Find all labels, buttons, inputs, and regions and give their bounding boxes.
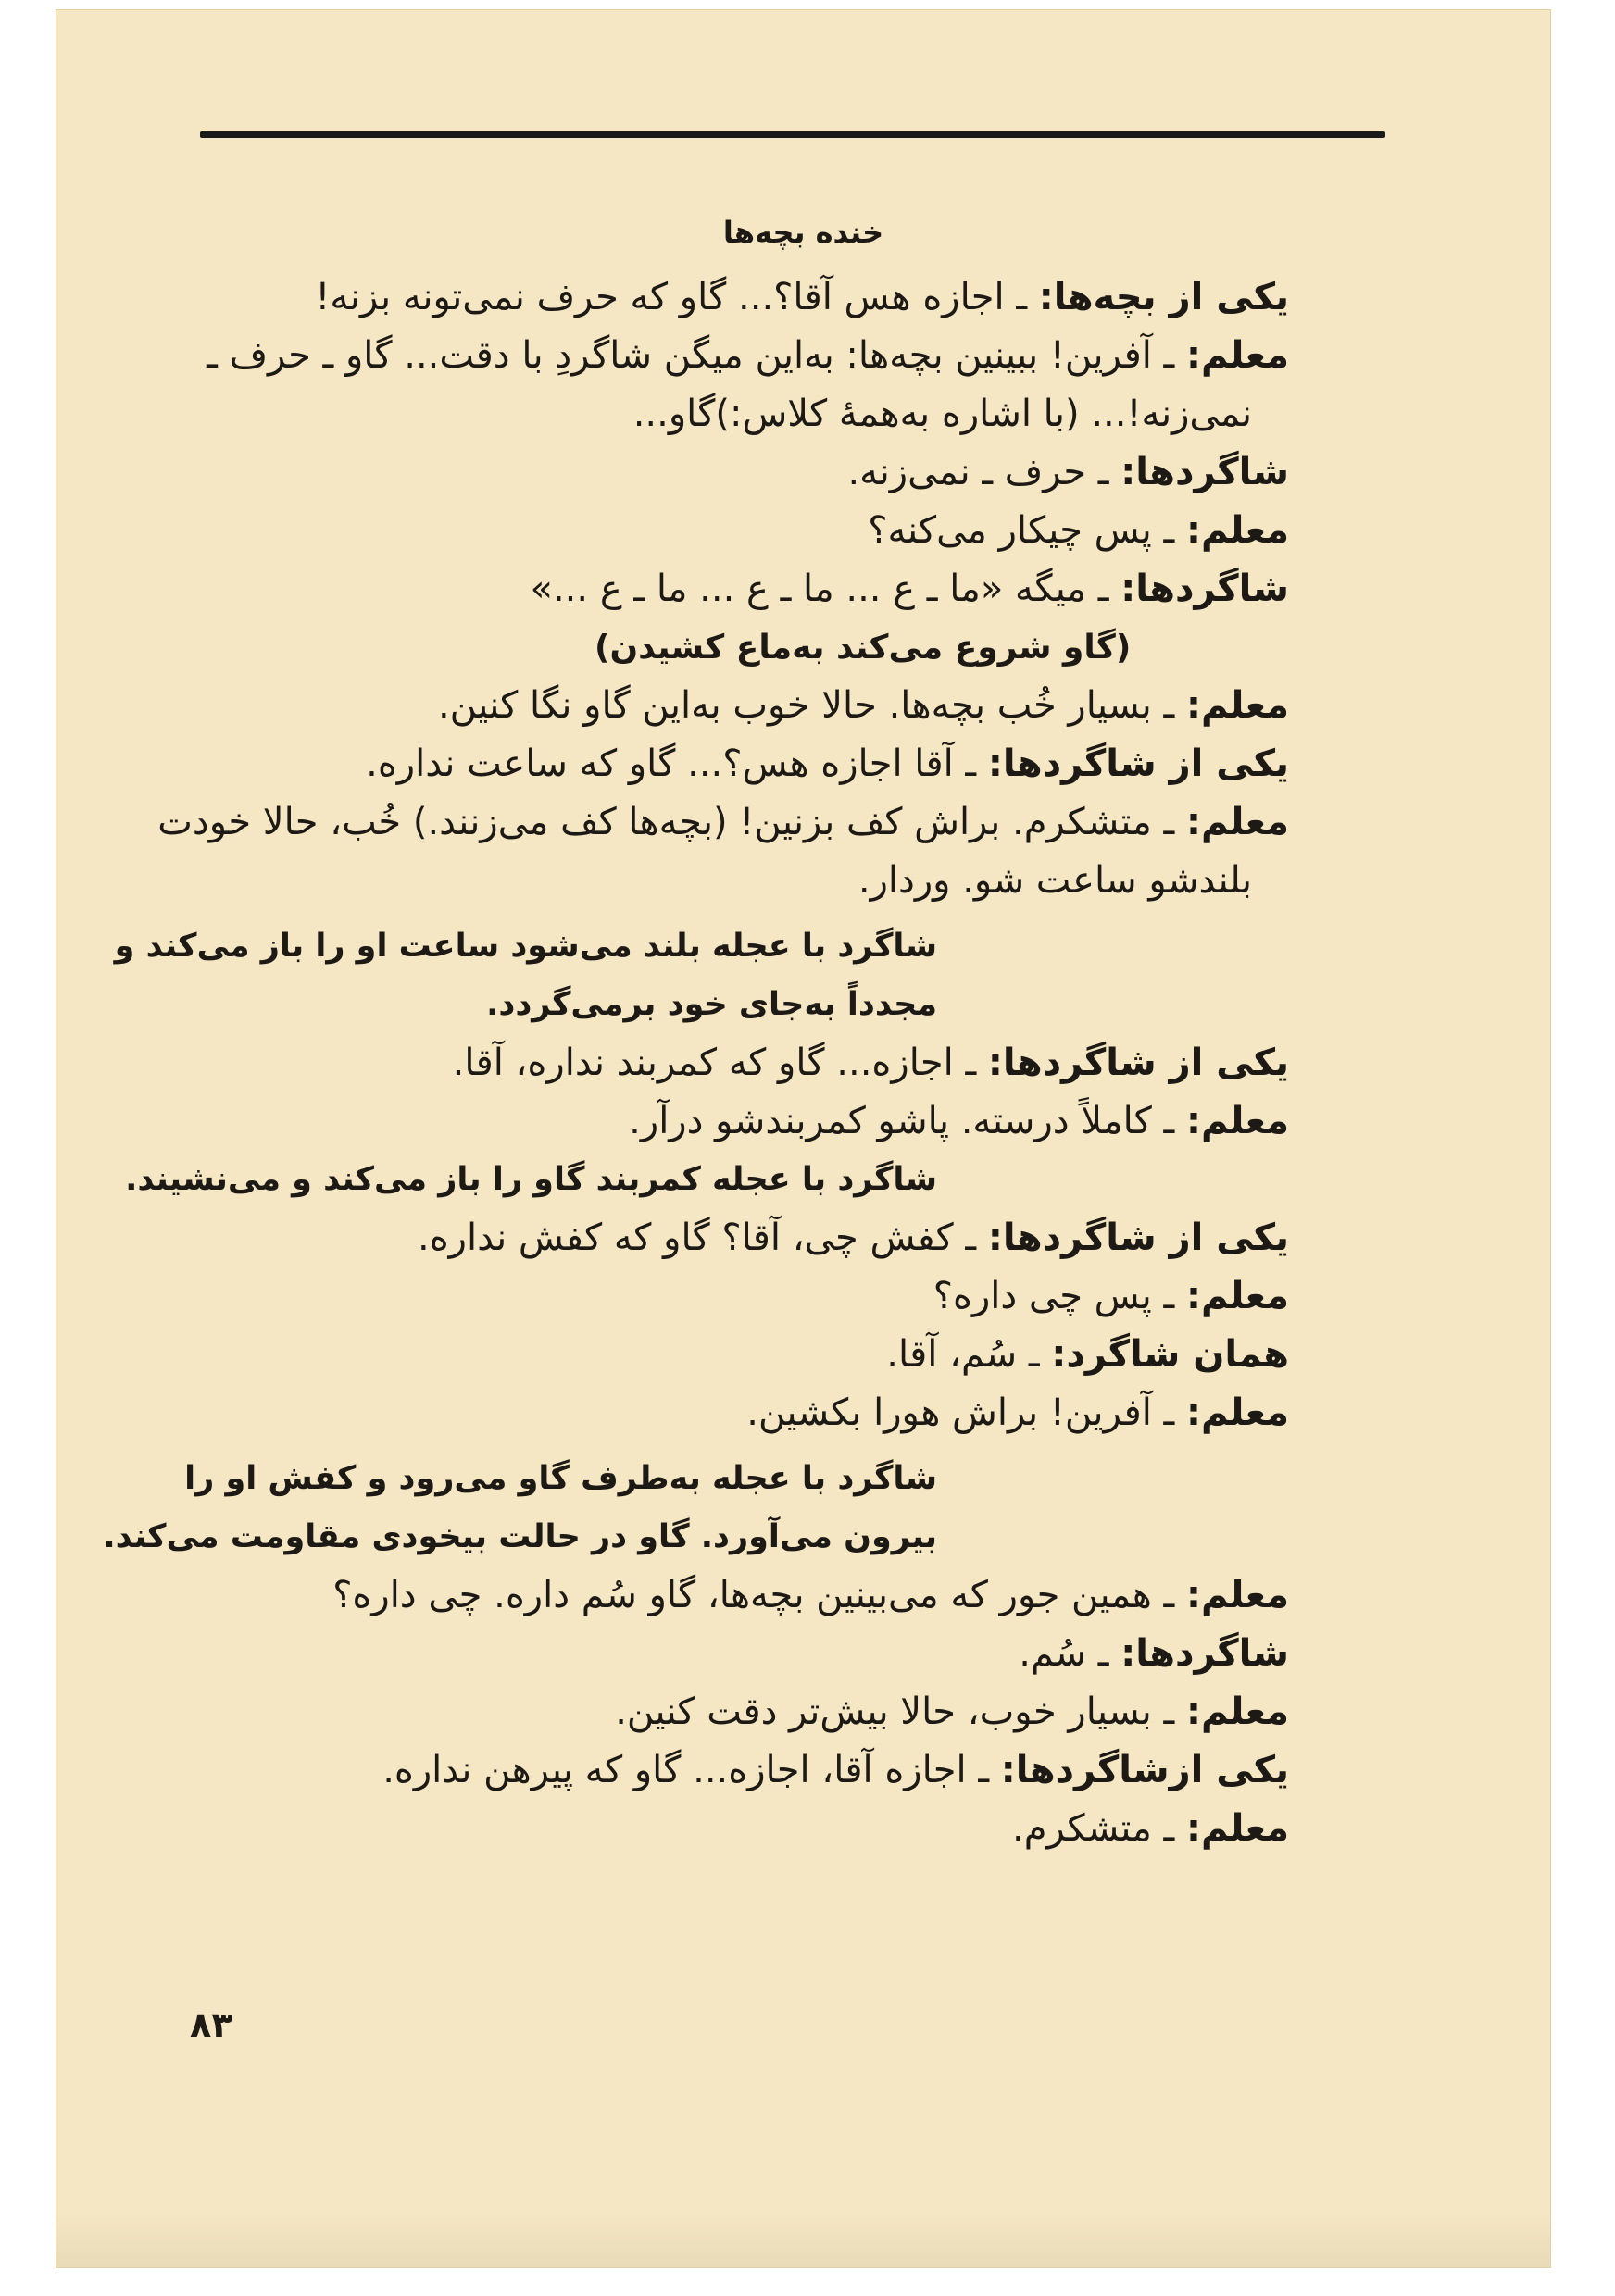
line-text: ـ آقا اجازه هس؟... گاو که ساعت نداره.: [366, 742, 988, 785]
dialogue-line: [169, 502, 1289, 560]
speaker: معلم:: [1185, 801, 1289, 843]
speaker: معلم:: [1185, 509, 1289, 552]
stage-direction: [125, 1151, 1289, 1209]
speaker: معلم:: [1185, 684, 1289, 727]
dialogue-line: [169, 560, 1289, 618]
dialogue-line: [169, 1267, 1289, 1326]
dialogue-line: [169, 677, 1289, 735]
speaker: یکی ازشاگردها:: [1000, 1749, 1289, 1791]
speaker: معلم:: [1185, 1100, 1289, 1142]
line-text: ـ بسیار خوب، حالا بیش‌تر دقت کنین.: [615, 1691, 1186, 1733]
page-body: [103, 268, 1289, 1858]
book-page: [56, 9, 1551, 2268]
speaker: معلم:: [1185, 1691, 1289, 1733]
dialogue-line: [169, 268, 1289, 327]
speaker: شاگردها:: [1120, 568, 1289, 610]
line-text: شاگرد با عجله کمربند گاو را باز می‌کند و می‌نشیند.: [125, 1161, 937, 1198]
line-text: ـ اجازه... گاو که کمربند نداره، آقا.: [452, 1042, 988, 1084]
line-text: ـ آفرین! ببینین بچه‌ها: به‌این میگن شاگردِ با دقت... گاو ـ حرف ـ: [207, 334, 1186, 377]
dialogue-line: [169, 1741, 1289, 1800]
line-text: ـ پس چی داره؟: [933, 1275, 1186, 1317]
dialogue-line: [169, 1566, 1289, 1625]
stage-direction: [169, 976, 1289, 1034]
line-text: ـ متشکرم.: [1011, 1807, 1186, 1850]
header-rule: [200, 131, 1385, 138]
dialogue-line: [157, 793, 1289, 852]
line-text: ـ سُم.: [1019, 1632, 1121, 1675]
line-text: شاگرد با عجله به‌طرف گاو می‌رود و کفش او را: [184, 1460, 937, 1497]
speaker: معلم:: [1185, 1391, 1289, 1434]
speaker: یکی از شاگردها:: [987, 742, 1289, 785]
dialogue-line: [169, 1034, 1289, 1092]
line-text: (گاو شروع می‌کند به‌ماع کشیدن): [595, 629, 1132, 667]
dialogue-line: [169, 1800, 1289, 1858]
speaker: معلم:: [1185, 1807, 1289, 1850]
speaker: یکی از شاگردها:: [987, 1042, 1289, 1084]
line-text: ـ همین جور که می‌بینین بچه‌ها، گاو سُم داره. چی داره؟: [332, 1574, 1186, 1616]
line-text: شاگرد با عجله بلند می‌شود ساعت او را باز می‌کند و: [114, 928, 937, 965]
dialogue-line: [169, 443, 1289, 502]
spacer: [169, 910, 1289, 917]
line-text: مجدداً به‌جای خود برمی‌گردد.: [486, 986, 937, 1023]
line-text: ـ متشکرم. براش کف بزنین! (بچه‌ها کف می‌زنند.) خُب، حالا خودت: [157, 801, 1186, 843]
stage-direction: [103, 1508, 1289, 1566]
dialogue-line: [169, 1092, 1289, 1151]
line-text: نمی‌زنه!... (با اشاره به‌همهٔ کلاس:)گاو...: [632, 393, 1252, 435]
stage-direction: [114, 917, 1289, 976]
running-header: خنده بچه‌ها: [722, 215, 884, 250]
speaker: معلم:: [1185, 1574, 1289, 1616]
dialogue-line: [169, 735, 1289, 793]
page-number: ۸۳: [190, 2004, 233, 2045]
line-text: ـ اجازه هس آقا؟... گاو که حرف نمی‌تونه بزنه!: [315, 276, 1039, 318]
dialogue-continuation: [169, 385, 1289, 443]
dialogue-line: [169, 1384, 1289, 1442]
dialogue-line: [169, 327, 1289, 385]
speaker: شاگردها:: [1120, 451, 1289, 493]
speaker: یکی از بچه‌ها:: [1038, 276, 1289, 318]
spacer: [169, 1442, 1289, 1450]
dialogue-continuation: [169, 852, 1289, 910]
stage-direction: [169, 1450, 1289, 1508]
line-text: ـ بسیار خُب بچه‌ها. حالا خوب به‌این گاو نگا کنین.: [437, 684, 1186, 727]
line-text: ـ پس چیکار می‌کنه؟: [868, 509, 1186, 552]
speaker: معلم:: [1185, 1275, 1289, 1317]
line-text: ـ آفرین! براش هورا بکشین.: [746, 1391, 1186, 1434]
line-text: ـ حرف ـ نمی‌زنه.: [847, 451, 1121, 493]
speaker: همان شاگرد:: [1051, 1333, 1289, 1376]
line-text: ـ کاملاً درسته. پاشو کمربندشو درآر.: [629, 1100, 1186, 1142]
speaker: معلم:: [1185, 334, 1289, 377]
line-text: بلندشو ساعت شو. وردار.: [858, 859, 1252, 902]
dialogue-line: [169, 1326, 1289, 1384]
dialogue-line: [169, 1209, 1289, 1267]
line-text: بیرون می‌آورد. گاو در حالت بیخودی مقاومت می‌کند.: [103, 1518, 937, 1555]
speaker: یکی از شاگردها:: [987, 1217, 1289, 1259]
line-text: ـ کفش چی، آقا؟ گاو که کفش نداره.: [417, 1217, 988, 1259]
line-text: ـ میگه «ما ـ ع ... ما ـ ع ... ما ـ ع ...»: [530, 568, 1121, 610]
dialogue-line: [169, 1625, 1289, 1683]
line-text: ـ سُم، آقا.: [886, 1333, 1052, 1376]
speaker: شاگردها:: [1120, 1632, 1289, 1675]
stage-direction: [169, 618, 1289, 677]
dialogue-line: [169, 1683, 1289, 1741]
line-text: ـ اجازه آقا، اجازه... گاو که پیرهن نداره.: [382, 1749, 1001, 1791]
